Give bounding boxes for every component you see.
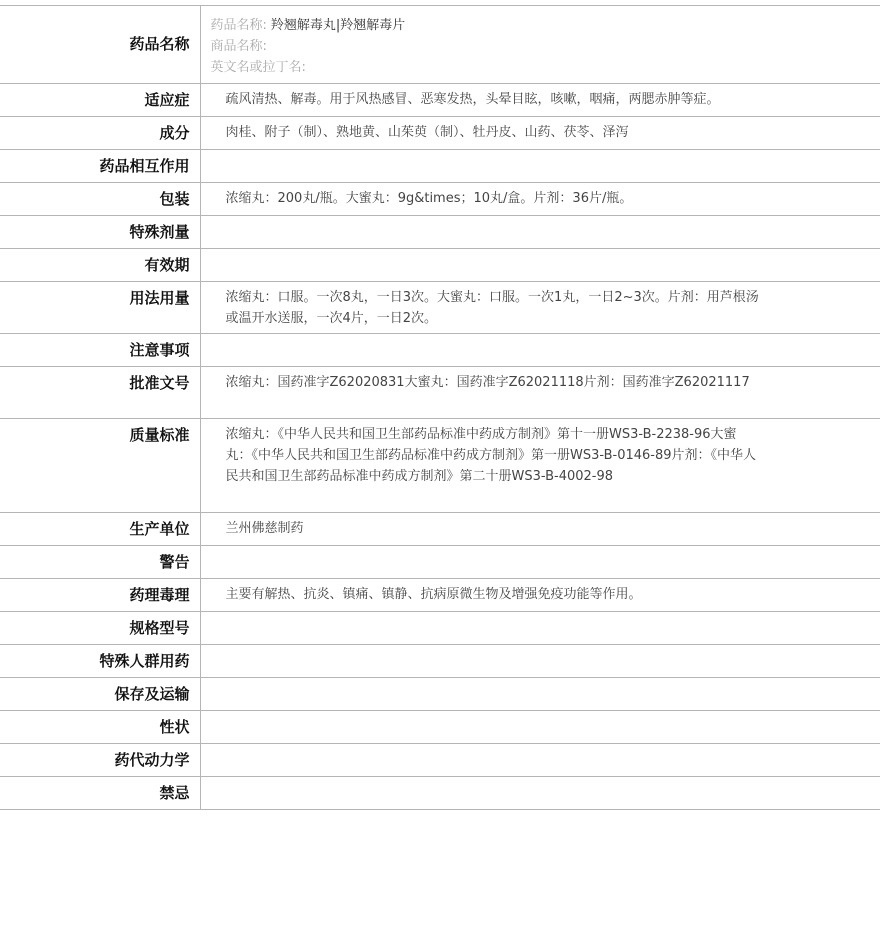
english-name-key: 英文名或拉丁名: <box>210 60 306 75</box>
drug-name-key: 药品名称: <box>210 18 267 33</box>
drug-name-value: 羚翘解毒丸|羚翘解毒片 <box>270 18 406 33</box>
row-label: 保存及运输 <box>0 678 200 711</box>
spec-row-expiry <box>0 249 880 282</box>
row-value: 浓缩丸：200丸/瓶。大蜜丸：9g&times；10丸/盒。片剂：36片/瓶。 <box>200 183 880 216</box>
spec-row-precautions <box>0 334 880 367</box>
row-value: 浓缩丸：《中华人民共和国卫生部药品标准中药成方制剂》第十一册WS3-B-2238-96大蜜丸：《中华人民共和国卫生部药品标准中药成方制剂》第一册WS3-B-0146-89片剂：《中华人民共和国卫生部药品标准中药成方制剂》第二十册WS3-B-4002-98 <box>200 419 880 513</box>
spec-row-storage <box>0 678 880 711</box>
spec-row-packaging <box>0 183 880 216</box>
row-value <box>200 645 880 678</box>
row-value <box>200 612 880 645</box>
row-label: 有效期 <box>0 249 200 282</box>
drug-spec-table <box>0 5 880 810</box>
spec-row-approval-number <box>0 367 880 419</box>
row-label: 注意事项 <box>0 334 200 367</box>
row-label: 包装 <box>0 183 200 216</box>
row-label: 特殊人群用药 <box>0 645 200 678</box>
row-label: 药品相互作用 <box>0 150 200 183</box>
row-value <box>200 249 880 282</box>
row-value <box>200 711 880 744</box>
trade-name-line <box>211 36 871 57</box>
spec-row-product-name <box>0 6 880 84</box>
row-value <box>200 546 880 579</box>
spec-row-contraindications <box>0 777 880 810</box>
row-label: 质量标准 <box>0 419 200 513</box>
row-label: 警告 <box>0 546 200 579</box>
row-value <box>200 744 880 777</box>
spec-row-quality-standard <box>0 419 880 513</box>
row-label: 药理毒理 <box>0 579 200 612</box>
row-value: 浓缩丸：国药准字Z62020831大蜜丸：国药准字Z62021118片剂：国药准字Z62021117 <box>200 367 880 419</box>
spec-row-special-dosage <box>0 216 880 249</box>
spec-row-appearance <box>0 711 880 744</box>
row-value: 肉桂、附子（制）、熟地黄、山茱萸（制）、牡丹皮、山药、茯苓、泽泻 <box>200 117 880 150</box>
row-label: 特殊剂量 <box>0 216 200 249</box>
trade-name-key: 商品名称: <box>210 39 267 54</box>
row-value: 浓缩丸：口服。一次8丸，一日3次。大蜜丸：口服。一次1丸，一日2~3次。片剂：用芦根汤或温开水送服，一次4片，一日2次。 <box>200 282 880 334</box>
row-label: 用法用量 <box>0 282 200 334</box>
spec-row-manufacturer <box>0 513 880 546</box>
row-value <box>200 150 880 183</box>
row-label: 批准文号 <box>0 367 200 419</box>
row-label: 药品名称 <box>0 6 200 84</box>
spec-row-ingredients <box>0 117 880 150</box>
row-value <box>200 777 880 810</box>
row-label: 药代动力学 <box>0 744 200 777</box>
row-value <box>200 216 880 249</box>
row-label: 性状 <box>0 711 200 744</box>
row-label: 成分 <box>0 117 200 150</box>
spec-row-pharmacokinetics <box>0 744 880 777</box>
spec-row-interactions <box>0 150 880 183</box>
row-label: 规格型号 <box>0 612 200 645</box>
drug-name-line <box>211 15 871 36</box>
row-label: 禁忌 <box>0 777 200 810</box>
spec-row-pharmacology <box>0 579 880 612</box>
row-label: 生产单位 <box>0 513 200 546</box>
english-name-line <box>211 57 871 78</box>
row-value: 疏风清热、解毒。用于风热感冒、恶寒发热，头晕目眩，咳嗽，咽痛，两腮赤肿等症。 <box>200 84 880 117</box>
spec-row-specification <box>0 612 880 645</box>
product-name-cell <box>200 6 880 84</box>
row-label: 适应症 <box>0 84 200 117</box>
row-value <box>200 678 880 711</box>
spec-row-indications <box>0 84 880 117</box>
spec-row-special-populations <box>0 645 880 678</box>
spec-row-warning <box>0 546 880 579</box>
spec-row-usage <box>0 282 880 334</box>
row-value: 主要有解热、抗炎、镇痛、镇静、抗病原微生物及增强免疫功能等作用。 <box>200 579 880 612</box>
row-value <box>200 334 880 367</box>
row-value: 兰州佛慈制药 <box>200 513 880 546</box>
